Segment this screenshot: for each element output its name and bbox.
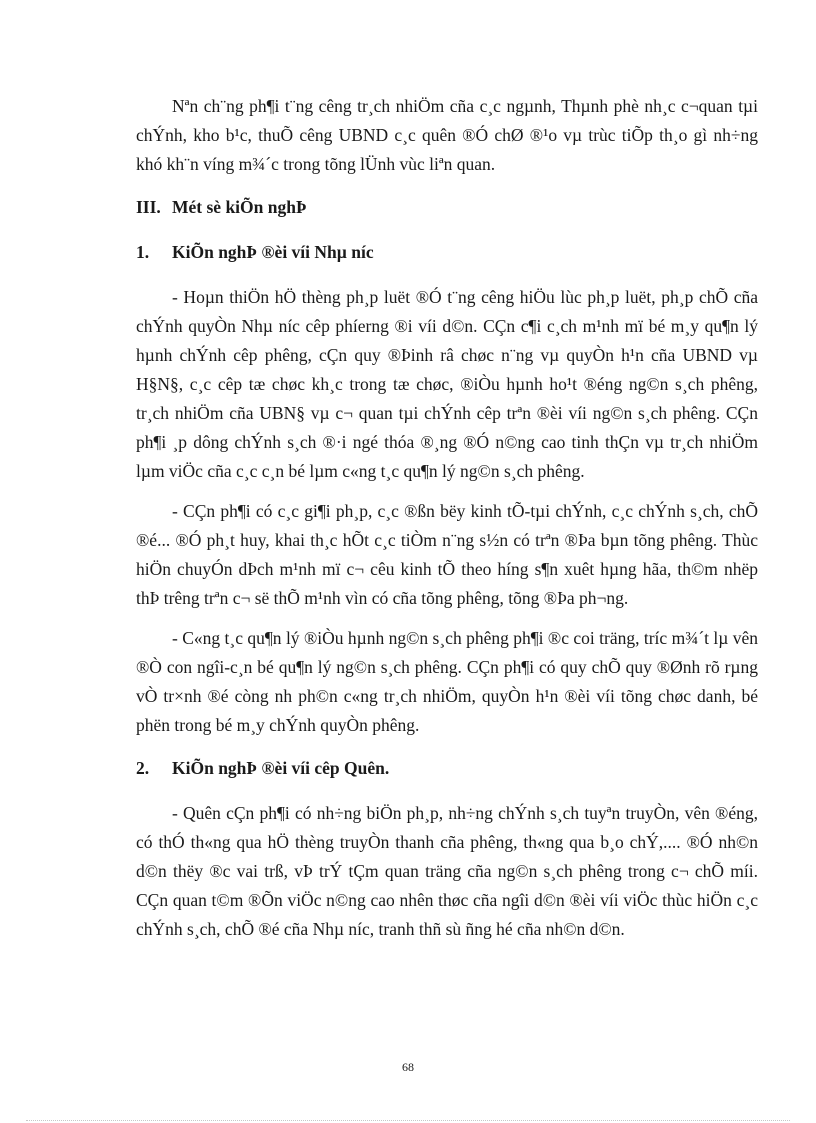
page-bottom-divider	[26, 1120, 790, 1121]
page-body	[136, 92, 758, 955]
section-heading	[136, 193, 758, 222]
recommendation-paragraph-1: - Hoµn thiÖn hÖ thèng ph¸p luët ®Ó t¨ng cêng hiÖu lùc ph¸p luët, ph¸p chÕ cña chÝnh quyÒn Nhµ níc cêp phíerng ®i víi d©n. CÇn c¶i c¸ch m¹nh mï bé m¸y qu¶n lý hµnh chÝnh cêp phêng, cÇn quy ®Þinh râ chøc n¨ng vµ quyÒn h¹n cña UBND vµ H§N§, c¸c cêp tæ chøc kh¸c trong tæ chøc, ®iÒu hµnh ho¹t ®éng ng©n s¸ch phêng, tr¸ch nhiÖm cña UBN§ vµ c¬ quan tµi chÝnh cêp trªn ®èi víi ng©n s¸ch phêng. CÇn ph¶i ¸p dông chÝnh s¸ch ®·i ngé thóa ®¸ng ®Ó n©ng cao tinh thÇn vµ tr¸ch nhiÖm lµm viÖc cña c¸c c¸n bé lµm c«ng t¸c qu¶n lý ng©n s¸ch phêng.	[136, 287, 758, 481]
subsection-title-1: KiÕn nghÞ ®èi víi Nhµ níc	[172, 242, 374, 262]
subsection-number-2: 2.	[136, 758, 150, 778]
subsection-title-2: KiÕn nghÞ ®èi víi cêp Quên.	[172, 758, 390, 778]
intro-paragraph: Nªn ch¨ng ph¶i t¨ng cêng tr¸ch nhiÖm cña c¸c ngµnh, Thµnh phè nh¸c c¬quan tµi chÝnh, kho b¹c, thuÕ cêng UBND c¸c quên ®Ó chØ ®¹o vµ trùc tiÕp th¸o gì nh÷ng khó kh¨n víng m¾´c trong tõng lÜnh vùc liªn quan.	[136, 96, 758, 174]
section-number: III.	[136, 197, 161, 217]
subsection-heading-2	[136, 754, 758, 783]
recommendation-paragraph-2: - CÇn ph¶i có c¸c gi¶i ph¸p, c¸c ®ßn bëy kinh tÕ-tµi chÝnh, c¸c chÝnh s¸ch, chÕ ®é... ®Ó ph¸t huy, khai th¸c hÕt c¸c tiÒm n¨ng s½n có trªn ®Þa bµn tõng phêng. Thùc hiÖn chuyÓn dÞch m¹nh mï c¬ cêu kinh tÕ theo híng s¶n xuêt hµng hãa, th©m nhëp thÞ trêng trªn c¬ së thÕ m¹nh vìn có cña tõng phêng, tõng ®Þa ph¬ng.	[136, 501, 758, 608]
section-title: Mét sè kiÕn nghÞ	[172, 197, 307, 217]
page-number: 68	[402, 1060, 414, 1074]
recommendation-paragraph-4: - Quên cÇn ph¶i có nh÷ng biÖn ph¸p, nh÷ng chÝnh s¸ch tuyªn truyÒn, vên ®éng, có thÓ th«ng qua hÖ thèng truyÒn thanh cña phêng, th«ng qua b¸o chÝ,.... ®Ó nh©n d©n thëy ®c vai trß, vÞ trÝ tÇm quan träng cña ng©n s¸ch phêng trong c¬ chÕ míi. CÇn quan t©m ®Õn viÖc n©ng cao nhên thøc cña ngîi d©n ®èi víi viÖc thùc hiÖn c¸c chÝnh s¸ch, chÕ ®é cña Nhµ níc, tranh thñ sù ñng hé cña nh©n d©n.	[136, 803, 758, 939]
recommendation-paragraph-3: - C«ng t¸c qu¶n lý ®iÒu hµnh ng©n s¸ch phêng ph¶i ®c coi träng, tríc m¾´t lµ vên ®Ò con ngîi-c¸n bé qu¶n lý ng©n s¸ch phêng. CÇn ph¶i có quy chÕ quy ®Ønh rõ rµng vÒ tr×nh ®é còng nh ph©n c«ng tr¸ch nhiÖm, quyÒn h¹n ®èi víi tõng chøc danh, bé phën trong bé m¸y chÝnh quyÒn phêng.	[136, 628, 758, 735]
subsection-number-1: 1.	[136, 242, 150, 262]
subsection-heading-1	[136, 238, 758, 267]
